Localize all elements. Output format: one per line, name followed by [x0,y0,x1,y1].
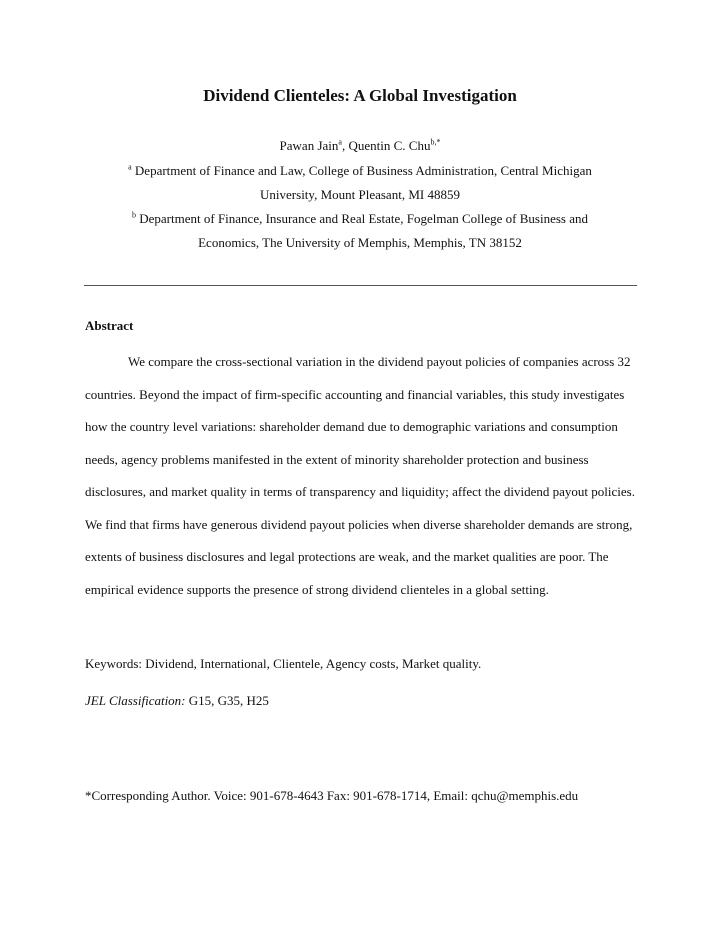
jel-codes: G15, G35, H25 [185,693,269,708]
author-line [0,138,720,154]
author-name: Pawan Jain [279,138,339,153]
affiliation-line [0,159,720,183]
affiliation-line: University, Mount Pleasant, MI 48859 [260,187,460,202]
affiliation-b [0,207,720,255]
affiliation-a [0,159,720,207]
affiliation-marker: b [132,210,136,220]
paper-title: Dividend Clienteles: A Global Investigation [203,86,517,105]
affiliation-text: Department of Finance and Law, College of Business Administration, Central Michigan [134,163,592,178]
abstract-heading: Abstract [85,318,134,333]
author-name: Quentin C. Chu [348,138,431,153]
affiliation-line [0,207,720,231]
author-affiliation-mark: a [338,137,342,147]
abstract-body: We compare the cross-sectional variation in the dividend payout policies of companies across 32 countries. Beyond the impact of firm-specific accounting and financial variables, this study investigates how the country level variations: shareholder demand due to demographic variations and consumption needs, agency problems manifested in the extent of minority shareholder protection and business disclosures, and market quality in terms of transparency and liquidity; affect the dividend payout policies. We find that firms have generous dividend payout policies when diverse shareholder demands are strong, extents of business disclosures and legal protections are weak, and the market qualities are poor. The empirical evidence supports the presence of strong dividend clienteles in a global setting. [85,354,635,597]
affiliation-marker: a [128,162,132,172]
horizontal-rule [84,285,637,286]
author-separator: , [341,138,349,153]
author-affiliation-mark: b,* [430,137,441,147]
jel-label: JEL Classification: [85,693,186,708]
jel-classification [85,693,269,709]
corresponding-author-note: *Corresponding Author. Voice: 901-678-4643 Fax: 901-678-1714, Email: qchu@memphis.edu [85,788,579,803]
keywords: Keywords: Dividend, International, Clientele, Agency costs, Market quality. [85,656,482,671]
affiliation-text: Department of Finance, Insurance and Real Estate, Fogelman College of Business and [139,211,588,226]
affiliation-line: Economics, The University of Memphis, Memphis, TN 38152 [198,235,522,250]
